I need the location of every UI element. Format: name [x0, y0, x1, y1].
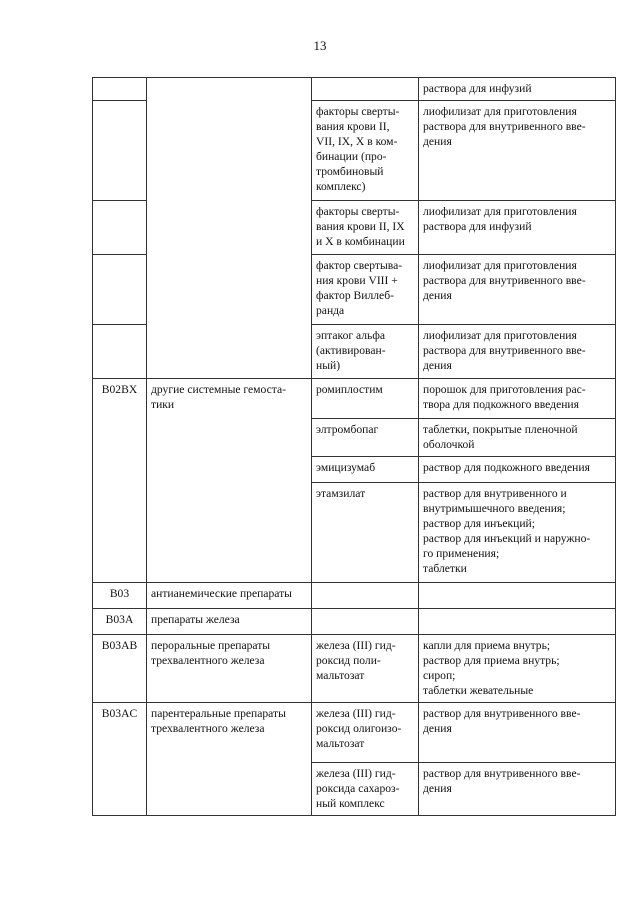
drug-name-cell-line: мальтозат [316, 669, 365, 682]
drug-name-cell-line: вания крови II, [316, 120, 390, 133]
drug-name-cell-line: элтромбопаг [316, 423, 379, 436]
dosage-form-cell [419, 101, 616, 201]
dosage-form-cell-line: лиофилизат для приготовления [423, 205, 577, 218]
dosage-form-cell-line: раствора для внутривенного вве- [423, 274, 586, 287]
drug-name-cell [312, 379, 419, 419]
drug-name-cell-line: вания крови II, IX [316, 220, 405, 233]
dosage-form-cell-line: раствор для внутривенного и [423, 487, 567, 500]
drug-name-cell-line: железа (III) гид- [316, 767, 396, 780]
drug-name-cell-line: факторы сверты- [316, 105, 400, 118]
drug-name-cell-line: и X в комбинации [316, 235, 405, 248]
dosage-form-cell [419, 325, 616, 379]
anatomical-group-cell [147, 635, 312, 703]
anatomical-group-cell-line: трехвалентного железа [151, 654, 265, 667]
table-row [93, 703, 616, 763]
anatomical-group-cell-line: тики [151, 398, 175, 411]
drug-name-cell-line: VII, IX, X в ком- [316, 135, 398, 148]
dosage-form-cell-line: сироп; [423, 669, 456, 682]
drug-name-cell-line: этамзилат [316, 487, 366, 500]
drug-name-cell-line: ромиплостим [316, 383, 383, 396]
anatomical-group-cell-line: препараты железа [151, 613, 240, 626]
dosage-form-cell-line: раствор для приема внутрь; [423, 654, 560, 667]
anatomical-group-cell-line: трехвалентного железа [151, 722, 265, 735]
dosage-form-cell-line: дения [423, 289, 452, 302]
drug-name-cell-line: фактор свертыва- [316, 259, 403, 272]
dosage-form-cell-line: лиофилизат для приготовления [423, 259, 577, 272]
dosage-form-cell-line: таблетки, покрытые пленочной [423, 423, 578, 436]
dosage-form-cell-line: раствора для инфузий [423, 220, 532, 233]
drug-name-cell-line: ния крови VIII + [316, 274, 398, 287]
dosage-form-cell-line: раствор для подкожного введения [423, 461, 590, 474]
medication-table [92, 77, 616, 816]
dosage-form-cell [419, 419, 616, 457]
drug-name-cell [312, 101, 419, 201]
drug-name-cell [312, 325, 419, 379]
dosage-form-cell [419, 457, 616, 483]
table-row [93, 78, 616, 101]
drug-name-cell-line: железа (III) гид- [316, 639, 396, 652]
drug-name-cell-line: мальтозат [316, 737, 365, 750]
dosage-form-cell-line: раствора для внутривенного вве- [423, 344, 586, 357]
table-row [93, 583, 616, 609]
dosage-form-cell-line: дения [423, 782, 452, 795]
dosage-form-cell [419, 609, 616, 635]
atc-code-cell [93, 201, 147, 255]
atc-code-cell [93, 78, 147, 101]
drug-name-cell-line: железа (III) гид- [316, 707, 396, 720]
dosage-form-cell-line: дения [423, 722, 452, 735]
drug-name-cell-line: эптаког альфа [316, 329, 386, 342]
drug-name-cell [312, 419, 419, 457]
anatomical-group-cell [147, 609, 312, 635]
anatomical-group-cell-line: пероральные препараты [151, 639, 271, 652]
dosage-form-cell-line: таблетки жевательные [423, 684, 534, 697]
dosage-form-cell-line: порошок для приготовления рас- [423, 383, 586, 396]
dosage-form-cell [419, 483, 616, 583]
drug-name-cell-line: факторы сверты- [316, 205, 400, 218]
table-row [93, 635, 616, 703]
atc-code-cell [93, 255, 147, 325]
drug-name-cell-line: бинации (про- [316, 150, 387, 163]
dosage-form-cell [419, 703, 616, 763]
drug-name-cell [312, 78, 419, 101]
dosage-form-cell-line: дения [423, 359, 452, 372]
dosage-form-cell [419, 201, 616, 255]
dosage-form-cell-line: таблетки [423, 562, 467, 575]
dosage-form-cell-line: раствор для внутривенного вве- [423, 707, 581, 720]
dosage-form-cell-line: дения [423, 135, 452, 148]
dosage-form-cell [419, 379, 616, 419]
drug-name-cell-line: (активирован- [316, 344, 386, 357]
drug-name-cell [312, 483, 419, 583]
atc-code-cell [93, 325, 147, 379]
dosage-form-cell-line: го применения; [423, 547, 500, 560]
atc-code-cell: B03AB [93, 635, 147, 703]
anatomical-group-cell [147, 78, 312, 379]
table-row [93, 379, 616, 419]
page-number: 13 [313, 38, 327, 53]
drug-name-cell [312, 201, 419, 255]
dosage-form-cell-line: раствора для инфузий [423, 82, 532, 95]
drug-name-cell [312, 609, 419, 635]
atc-code-cell: B03AC [93, 703, 147, 816]
drug-name-cell-line: фактор Виллеб- [316, 289, 394, 302]
anatomical-group-cell-line: антианемические препараты [151, 587, 292, 600]
anatomical-group-cell [147, 379, 312, 583]
dosage-form-cell-line: раствора для внутривенного вве- [423, 120, 586, 133]
dosage-form-cell-line: внутримышечного введения; [423, 502, 566, 515]
table-row [93, 609, 616, 635]
dosage-form-cell-line: раствор для внутривенного вве- [423, 767, 581, 780]
drug-name-cell [312, 635, 419, 703]
dosage-form-cell-line: оболочкой [423, 438, 475, 451]
atc-code-cell [93, 101, 147, 201]
dosage-form-cell [419, 78, 616, 101]
anatomical-group-cell-line: другие системные гемоста- [151, 383, 286, 396]
drug-name-cell [312, 457, 419, 483]
atc-code-cell: B03 [93, 583, 147, 609]
atc-code-cell: B03A [93, 609, 147, 635]
drug-name-cell [312, 763, 419, 816]
drug-name-cell [312, 703, 419, 763]
dosage-form-cell-line: лиофилизат для приготовления [423, 105, 577, 118]
drug-name-cell-line: ный комплекс [316, 797, 385, 810]
drug-name-cell-line: роксид поли- [316, 654, 381, 667]
dosage-form-cell-line: твора для подкожного введения [423, 398, 579, 411]
dosage-form-cell-line: раствор для инъекций и наружно- [423, 532, 591, 545]
drug-name-cell [312, 583, 419, 609]
anatomical-group-cell [147, 703, 312, 816]
dosage-form-cell [419, 763, 616, 816]
drug-name-cell-line: ранда [316, 304, 345, 317]
drug-name-cell-line: эмицизумаб [316, 461, 376, 474]
anatomical-group-cell-line: парентеральные препараты [151, 707, 286, 720]
atc-code-cell: B02BX [93, 379, 147, 583]
drug-name-cell-line: роксид олигоизо- [316, 722, 402, 735]
dosage-form-cell-line: капли для приема внутрь; [423, 639, 551, 652]
drug-name-cell [312, 255, 419, 325]
dosage-form-cell-line: лиофилизат для приготовления [423, 329, 577, 342]
drug-name-cell-line: ный) [316, 359, 341, 372]
drug-name-cell-line: комплекс) [316, 180, 366, 193]
dosage-form-cell-line: раствор для инъекций; [423, 517, 535, 530]
anatomical-group-cell [147, 583, 312, 609]
dosage-form-cell [419, 255, 616, 325]
drug-name-cell-line: тромбиновый [316, 165, 384, 178]
dosage-form-cell [419, 583, 616, 609]
dosage-form-cell [419, 635, 616, 703]
drug-name-cell-line: роксида сахароз- [316, 782, 400, 795]
